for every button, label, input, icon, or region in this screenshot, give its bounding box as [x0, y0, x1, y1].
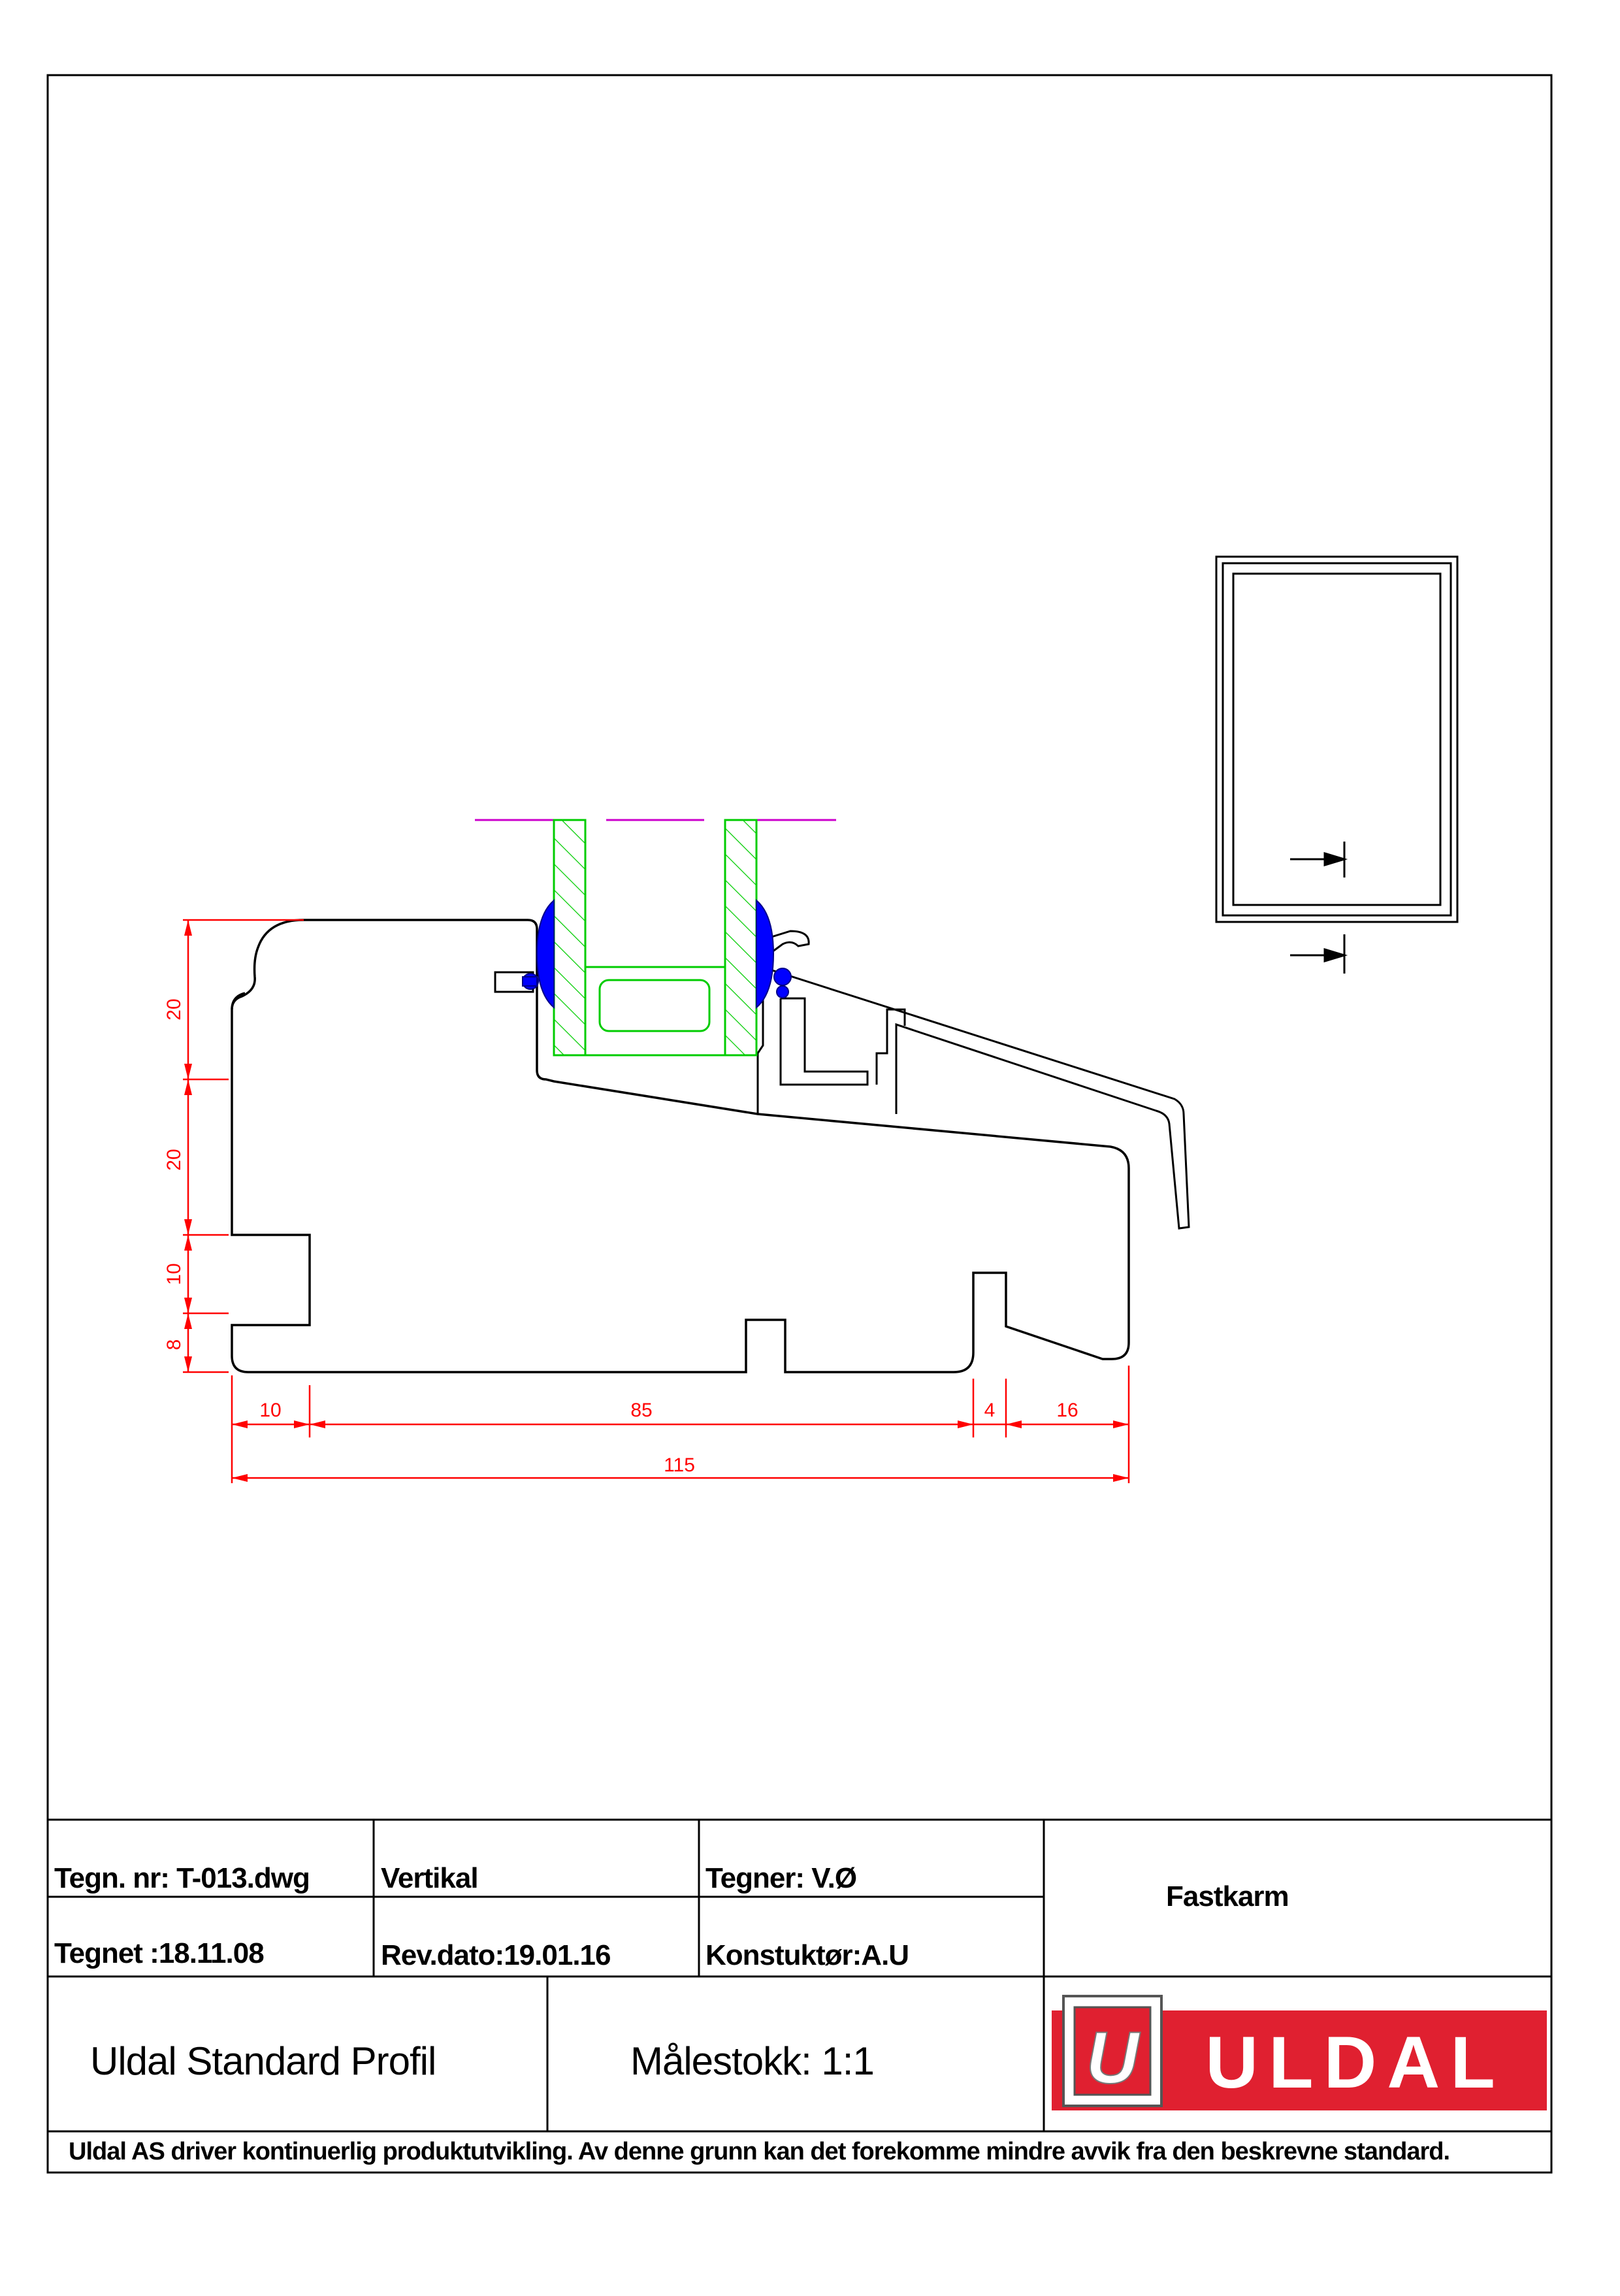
dimension-arrows [184, 920, 1129, 1482]
view-label: Vertikal [381, 1862, 478, 1894]
logo-text: ULDAL [1205, 2022, 1506, 2103]
frame-profile [232, 920, 1129, 1372]
uldal-logo [1052, 1996, 1547, 2110]
dimension-lines [183, 920, 1129, 1483]
profile-name: Uldal Standard Profil [90, 2039, 436, 2083]
bead-chamber-right [877, 1009, 905, 1085]
dim-v4: 8 [163, 1339, 185, 1351]
dim-v2: 20 [163, 1149, 185, 1171]
sheet-border [48, 75, 1551, 2173]
drafter-label: Tegner: V.Ø [705, 1862, 857, 1894]
drawing-number: Tegn. nr: T-013.dwg [54, 1862, 310, 1894]
dim-h1: 10 [259, 1400, 282, 1421]
dim-h2: 85 [630, 1400, 653, 1421]
bead-chamber-left [781, 998, 867, 1085]
dim-h4: 16 [1056, 1400, 1078, 1421]
dimension-texts [163, 998, 1078, 1476]
drawn-date: Tegnet :18.11.08 [54, 1937, 264, 1969]
dim-total: 115 [664, 1454, 695, 1476]
svg-text:U: U [1086, 2017, 1139, 2099]
disclaimer: Uldal AS driver kontinuerlig produktutvikling. Av denne grunn kan det forekomme mindre avvik fra den beskrevne standard. [69, 2138, 1450, 2165]
dim-h3: 4 [984, 1400, 996, 1421]
constructor-label: Konstuktør:A.U [705, 1939, 909, 1971]
product-name: Fastkarm [1166, 1880, 1289, 1912]
scale-label: Målestokk: 1:1 [630, 2039, 874, 2083]
glass-unit [554, 820, 756, 1055]
revision-date: Rev.dato:19.01.16 [381, 1939, 611, 1971]
window-frame-icon [1216, 557, 1457, 974]
glazing-bead [758, 970, 1189, 1228]
dim-v3: 10 [163, 1263, 185, 1285]
dim-v1: 20 [163, 998, 185, 1021]
